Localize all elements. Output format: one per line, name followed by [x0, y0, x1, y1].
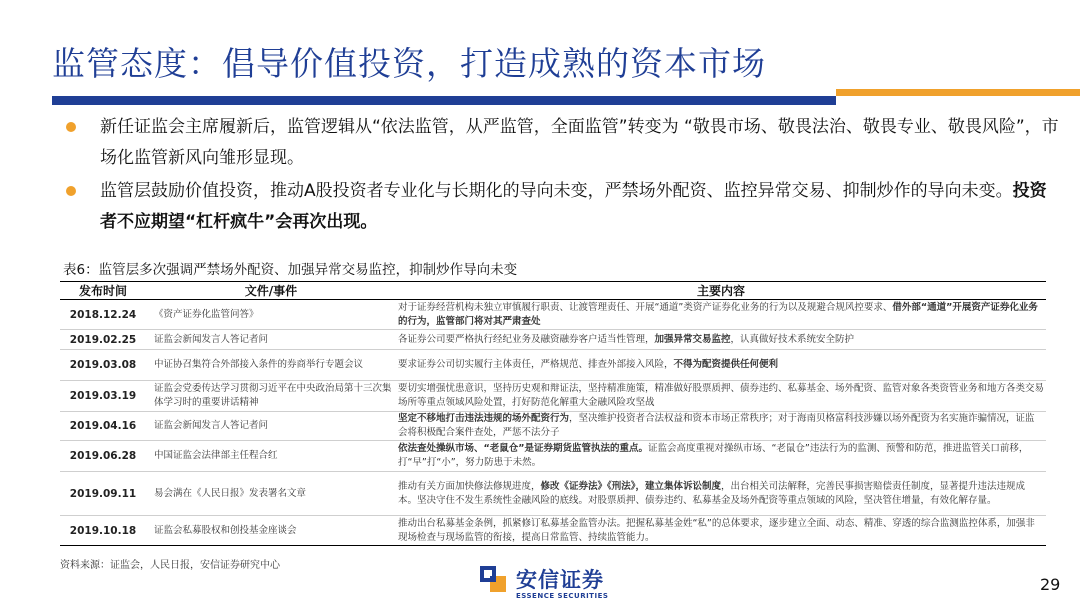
essence-logo-icon [478, 564, 508, 594]
row-content: 推动有关方面加快修法修规进度，修改《证券法》《刑法》，建立集体诉讼制度，出台相关司法解释，完善民事损害赔偿责任制度，显著提升违法违规成本。坚决守住不发生系统性金融风险的底线。对股票质押、债券违约、私募基金及场外配资等重点领域的风险，坚决管住增量，有效化解存量。 [396, 472, 1046, 516]
table-row [60, 350, 1046, 381]
row-date: 2019.02.25 [60, 330, 146, 350]
table-row [60, 381, 1046, 412]
title-underline-blue [52, 96, 836, 105]
company-logo [478, 564, 638, 604]
row-document: 易会满在《人民日报》发表署名文章 [146, 472, 396, 516]
page-number: 29 [1040, 575, 1061, 594]
bullet-text: 监管层鼓励价值投资，推动A股投资者专业化与长期化的导向未变，严禁场外配资、监控异常交易、抑制炒作的导向未变。投资者不应期望“杠杆疯牛”会再次出现。 [100, 181, 1047, 232]
bullet-point [66, 176, 1066, 240]
row-date: 2018.12.24 [60, 300, 146, 330]
bullet-point [66, 112, 1066, 176]
row-content: 各证券公司要严格执行经纪业务及融资融券客户适当性管理，加强异常交易监控，认真做好技术系统安全防护 [396, 330, 1046, 350]
table-row [60, 330, 1046, 350]
table-row [60, 300, 1046, 330]
table-row [60, 472, 1046, 516]
logo-english-name: ESSENCE SECURITIES [516, 592, 609, 600]
row-content: 要求证券公司切实履行主体责任，严格规范、排查外部接入风险，不得为配资提供任何便利 [396, 350, 1046, 381]
row-date: 2019.06.28 [60, 441, 146, 472]
table-row [60, 412, 1046, 441]
row-date: 2019.03.08 [60, 350, 146, 381]
table-row [60, 516, 1046, 546]
table-caption: 表6：监管层多次强调严禁场外配资、加强异常交易监控，抑制炒作导向未变 [63, 262, 518, 278]
row-document: 证监会新闻发言人答记者问 [146, 412, 396, 441]
row-document: 中证协召集符合外部接入条件的券商举行专题会议 [146, 350, 396, 381]
table-row [60, 441, 1046, 472]
header-document: 文件/事件 [146, 282, 396, 300]
regulation-table [60, 281, 1046, 546]
row-date: 2019.03.19 [60, 381, 146, 412]
table-header-row [60, 282, 1046, 300]
bullet-text: 新任证监会主席履新后，监管逻辑从“依法监管，从严监管，全面监管”转变为 “敬畏市场、敬畏法治、敬畏专业、敬畏风险”，市场化监管新风向雏形显现。 [100, 117, 1059, 168]
header-date: 发布时间 [60, 282, 146, 300]
row-content: 推动出台私募基金条例，抓紧修订私募基金监管办法。把握私募基金姓“私”的总体要求，逐步建立全面、动态、精准、穿透的综合监测监控体系，加强非现场检查与现场监管的衔接，提高日常监管、持续监管能力。 [396, 516, 1046, 546]
row-date: 2019.09.11 [60, 472, 146, 516]
bullet-dot-icon [66, 122, 76, 132]
bullet-dot-icon [66, 186, 76, 196]
row-content: 坚定不移地打击违法违规的场外配资行为，坚决维护投资者合法权益和资本市场正常秩序；对于海南贝格富科技涉嫌以场外配资为名实施诈骗情况，证监会将积极配合案件查处，严惩不法分子 [396, 412, 1046, 441]
row-document: 《资产证券化监管问答》 [146, 300, 396, 330]
header-content: 主要内容 [396, 282, 1046, 300]
row-content: 要切实增强忧患意识，坚持历史观和辩证法，坚持精准施策，精准做好股票质押、债券违约、私募基金、场外配资、监管对象各类资管业务和地方各类交易场所等重点领域风险处置，打好防范化解重大金融风险攻坚战 [396, 381, 1046, 412]
row-date: 2019.04.16 [60, 412, 146, 441]
row-document: 中国证监会法律部主任程合红 [146, 441, 396, 472]
row-date: 2019.10.18 [60, 516, 146, 546]
row-document: 证监会党委传达学习贯彻习近平在中央政治局第十三次集体学习时的重要讲话精神 [146, 381, 396, 412]
source-note: 资料来源：证监会，人民日报，安信证券研究中心 [60, 560, 280, 571]
row-document: 证监会新闻发言人答记者问 [146, 330, 396, 350]
row-document: 证监会私募股权和创投基金座谈会 [146, 516, 396, 546]
logo-chinese-name: 安信证券 [516, 568, 604, 592]
page-title: 监管态度：倡导价值投资，打造成熟的资本市场 [52, 44, 766, 83]
row-content: 对于证券经营机构未独立审慎履行职责、让渡管理责任、开展“通道”类资产证券化业务的行为以及规避合规风控要求、借外部“通道”开展资产证券化业务的行为，监管部门将对其严肃查处 [396, 300, 1046, 330]
row-content: 依法查处操纵市场、“老鼠仓”是证券期货监管执法的重点。证监会高度重视对操纵市场、“老鼠仓”违法行为的监测、预警和防范，推进监管关口前移，打“早”打“小”，努力防患于未然。 [396, 441, 1046, 472]
title-underline-orange [836, 89, 1080, 96]
